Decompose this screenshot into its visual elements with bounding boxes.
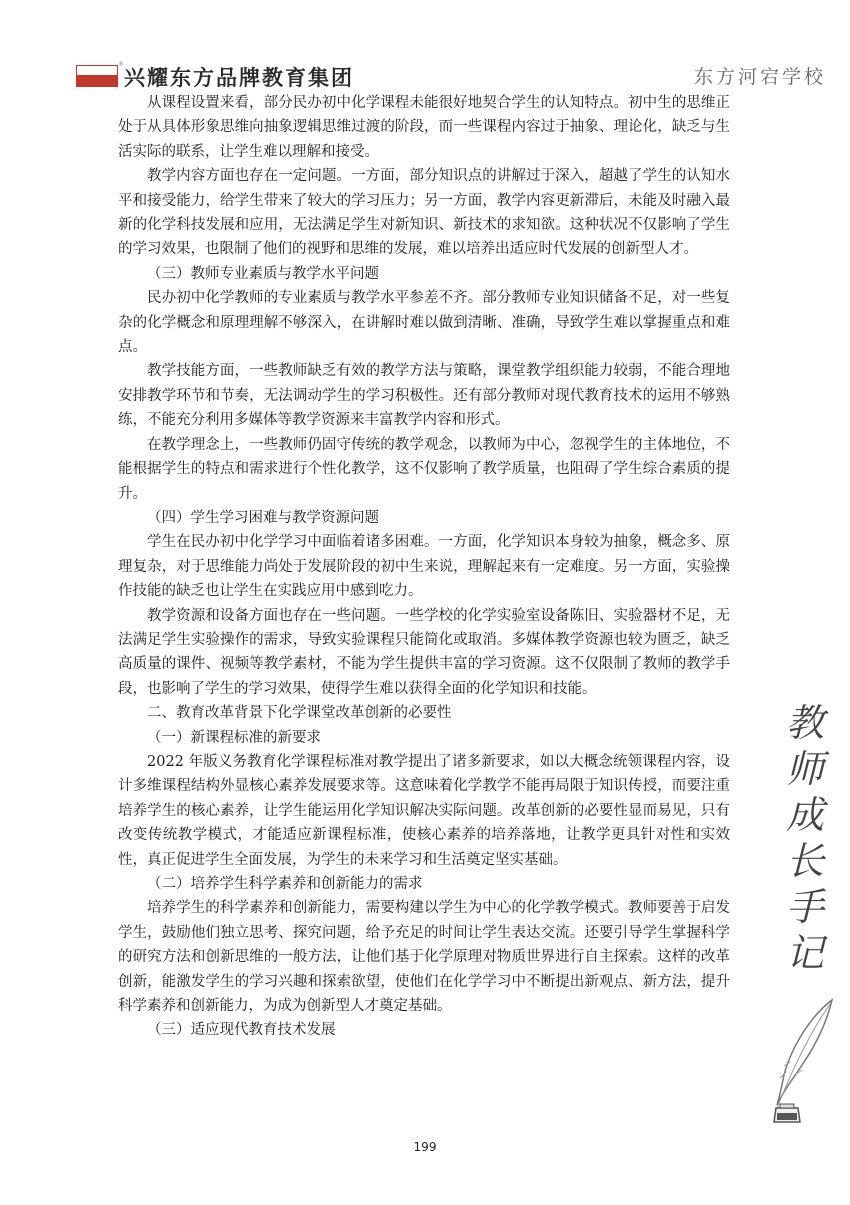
calligraphy-char: 手 (785, 885, 824, 929)
brand-name: 兴耀东方品牌教育集团 (124, 65, 354, 90)
calligraphy-title (780, 700, 830, 976)
body-text (118, 91, 730, 1043)
paragraph: 2022 年版义务教育化学课程标准对教学提出了诸多新要求，如以大概念统领课程内容，设计多维课程结构外显核心素养发展要求等。这意味着化学教学不能再局限于知识传授，而要注重培养学生的核心素养，让学生能运用化学知识解决实际问题。改革创新的必要性显而易见，只有改变传统教学模式，才能适应新课程标准，使核心素养的培养落地，让教学更具针对性和实效性，真正促进学生全面发展，为学生的未来学习和生活奠定坚实基础。 (118, 753, 730, 868)
section-heading: （二）培养学生科学素养和创新能力的需求 (147, 876, 423, 892)
calligraphy-char: 长 (785, 839, 824, 883)
calligraphy-char: 成 (785, 793, 824, 837)
paragraph: 在教学理念上，一些教师仍固守传统的教学观念，以教师为中心，忽视学生的主体地位，不能根据学生的特点和需求进行个性化教学，这不仅影响了教学质量，也阻碍了学生综合素质的提升。 (118, 436, 730, 502)
paragraph: 教学资源和设备方面也存在一些问题。一些学校的化学实验室设备陈旧、实验器材不足，无法满足学生实验操作的需求，导致实验课程只能简化或取消。多媒体教学资源也较为匮乏，缺乏高质量的课件、视频等教学素材，不能为学生提供丰富的学习资源。这不仅限制了教师的教学手段，也影响了学生的学习效果，使得学生难以获得全面的化学知识和技能。 (118, 607, 730, 697)
calligraphy-char: 记 (785, 931, 824, 975)
section-heading: （三）适应现代教育技术发展 (147, 1022, 336, 1039)
quill-inkwell-icon (762, 990, 842, 1125)
brand-logo: ® (76, 65, 118, 87)
page-number: 199 (413, 1140, 437, 1154)
paragraph: 学生在民办初中化学学习中面临着诸多困难。一方面，化学知识本身较为抽象，概念多、原理复杂，对于思维能力尚处于发展阶段的初中生来说，理解起来有一定难度。另一方面，实验操作技能的缺乏也让学生在实践应用中感到吃力。 (118, 534, 730, 600)
paragraph: 教学内容方面也存在一定问题。一方面，部分知识点的讲解过于深入，超越了学生的认知水平和接受能力，给学生带来了较大的学习压力；另一方面，教学内容更新滞后，未能及时融入最新的化学科技发展和应用，无法满足学生对新知识、新技术的求知欲。这种状况不仅影响了学生的学习效果，也限制了他们的视野和思维的发展，难以培养出适应时代发展的创新型人才。 (118, 168, 730, 258)
section-heading: （三）教师专业素质与教学水平问题 (147, 265, 379, 282)
calligraphy-char: 教 (785, 701, 824, 745)
calligraphy-char: 师 (785, 747, 824, 791)
school-name: 东方河宕学校 (693, 66, 826, 88)
section-heading: （一）新课程标准的新要求 (147, 729, 321, 746)
paragraph: 民办初中化学教师的专业素质与教学水平参差不齐。部分教师专业知识储备不足，对一些复杂的化学概念和原理理解不够深入，在讲解时难以做到清晰、准确，导致学生难以掌握重点和难点。 (118, 290, 730, 356)
page-header (0, 0, 850, 92)
paragraph: 培养学生的科学素养和创新能力，需要构建以学生为中心的化学教学模式。教师要善于启发学生，鼓励他们独立思考、探究问题，给予充足的时间让学生表达交流。还要引导学生掌握科学的研究方法和创新思维的一般方法，让他们基于化学原理对物质世界进行自主探索。这样的改革创新，能激发学生的学习兴趣和探索欲望，使他们在化学学习中不断提出新观点、新方法，提升科学素养和创新能力，为成为创新型人才奠定基础。 (118, 900, 730, 1015)
paragraph: 教学技能方面，一些教师缺乏有效的教学方法与策略，课堂教学组织能力较弱，不能合理地安排教学环节和节奏，无法调动学生的学习积极性。还有部分教师对现代教育技术的运用不够熟练，不能充分利用多媒体等教学资源来丰富教学内容和形式。 (118, 363, 730, 429)
paragraph: 从课程设置来看，部分民办初中化学课程未能很好地契合学生的认知特点。初中生的思维正处于从具体形象思维向抽象逻辑思维过渡的阶段，而一些课程内容过于抽象、理论化，缺乏与生活实际的联系，让学生难以理解和接受。 (118, 95, 730, 160)
section-heading: 二、教育改革背景下化学课堂改革创新的必要性 (147, 705, 452, 722)
section-heading: （四）学生学习困难与教学资源问题 (147, 509, 379, 526)
